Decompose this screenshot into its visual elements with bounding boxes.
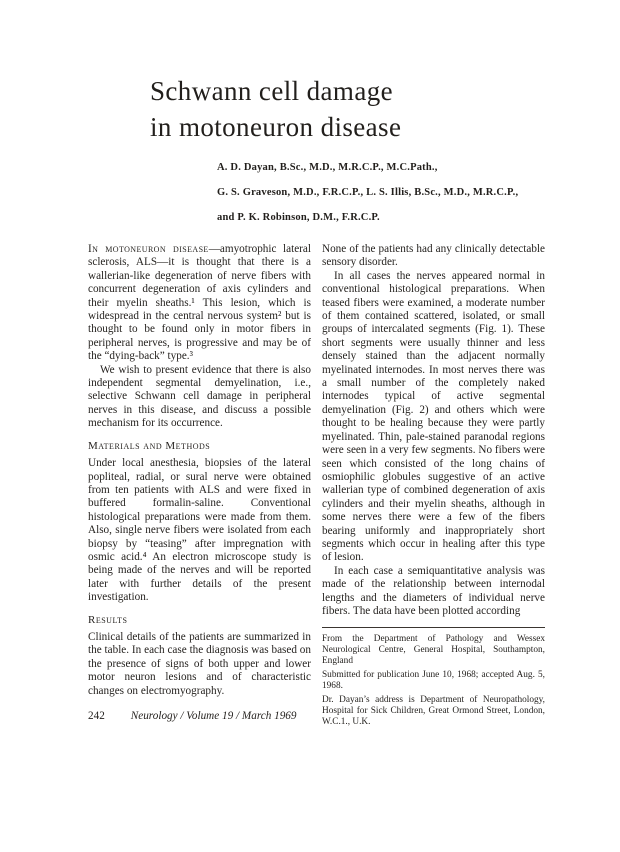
author-line: G. S. Graveson, M.D., F.R.C.P., L. S. Illis, B.Sc., M.D., M.R.C.P., xyxy=(217,187,519,198)
article-title-line-2: in motoneuron disease xyxy=(150,112,402,142)
author-line: A. D. Dayan, B.Sc., M.D., M.R.C.P., M.C.Path., xyxy=(217,162,438,173)
left-column xyxy=(88,243,311,731)
page-number: 242 xyxy=(88,710,105,722)
author-line: and P. K. Robinson, D.M., F.R.C.P. xyxy=(217,212,380,223)
methods-paragraph: Under local anesthesia, biopsies of the lateral popliteal, radial, or sural nerve were obtained from ten patients with ALS and were fixed in buffered formalin-saline. Conventional histological preparations were made from them. Also, single nerve fibers were isolated from each biopsy by “teasing” after impregnation with osmic acid.⁴ An electron microscope study is being made of the nerves and will be reported later with further details of the present investigation. xyxy=(88,457,311,604)
footnote-block xyxy=(322,634,545,728)
body-paragraph: In all cases the nerves appeared normal in conventional histological preparations. When teased fibers were examined, a moderate number of them contained scattered, isolated, or small groups of intercalated segments (Fig. 1). These short segments were usually thinner and less densely stained than the adjacent normally myelinated internodes. In most nerves there was a small number of the completely naked internodes typical of active segmental demyelination (Fig. 2) and others which were thought to be healing because they were partly myelinated. Thin, pale-stained paranodal regions were seen in a very few segments. No fibers were seen which consisted of the long chains of osmiophilic globules suggestive of an active wallerian type of combined degeneration of axis cylinders and their myelin sheaths, although in some nerves there were a few of the fibers bearing uniformly and inappropriately short segments which occur in healing after this type of lesion. xyxy=(322,269,545,564)
section-heading-materials-methods: Materials and Methods xyxy=(88,439,211,452)
results-paragraph: Clinical details of the patients are summarized in the table. In each case the diagnosis was based on the presence of signs of both upper and lower motor neuron lesions and of characteristic changes on electromyography. xyxy=(88,630,311,697)
journal-citation: Neurology / Volume 19 / March 1969 xyxy=(130,710,297,722)
intro-paragraph-2: We wish to present evidence that there is also independent segmental demyelination, i.e., selective Schwann cell damage in peripheral nerves in this disease, and discuss a possible mechanism for its occurrence. xyxy=(88,363,311,430)
body-paragraph: In each case a semiquantitative analysis was made of the relationship between internodal lengths and the diameters of individual nerve fibers. The data have been plotted according xyxy=(322,564,545,617)
footnote-submission-dates: Submitted for publication June 10, 1968; accepted Aug. 5, 1968. xyxy=(322,670,545,692)
footnote-divider xyxy=(322,627,545,628)
intro-paragraph-text: —amyotrophic lateral sclerosis, ALS—it is thought that there is a wallerian-like degeneration of nerve fibers with concurrent degeneration of axis cylinders and their myelin sheaths.¹ This lesion, which is widespread in the central nervous system² but is thought to be found only in motor fibers in peripheral nerves, is progressive and may be of the “dying-back” type.³ xyxy=(88,243,311,363)
author-list xyxy=(217,155,545,230)
article-title xyxy=(150,73,545,145)
footnote-affiliation: From the Department of Pathology and Wessex Neurological Centre, General Hospital, Southampton, England xyxy=(322,634,545,667)
intro-lead-smallcaps: In motoneuron disease xyxy=(88,243,209,255)
footnote-author-address: Dr. Dayan’s address is Department of Neuropathology, Hospital for Sick Children, Great Ormond Street, London, W.C.1., U.K. xyxy=(322,695,545,728)
body-paragraph: None of the patients had any clinically detectable sensory disorder. xyxy=(322,243,545,269)
intro-paragraph xyxy=(88,243,311,364)
two-column-body xyxy=(88,243,545,731)
page-footer xyxy=(88,710,311,723)
section-heading-results: Results xyxy=(88,613,128,626)
right-column xyxy=(322,243,545,731)
article-title-line-1: Schwann cell damage xyxy=(150,76,394,106)
